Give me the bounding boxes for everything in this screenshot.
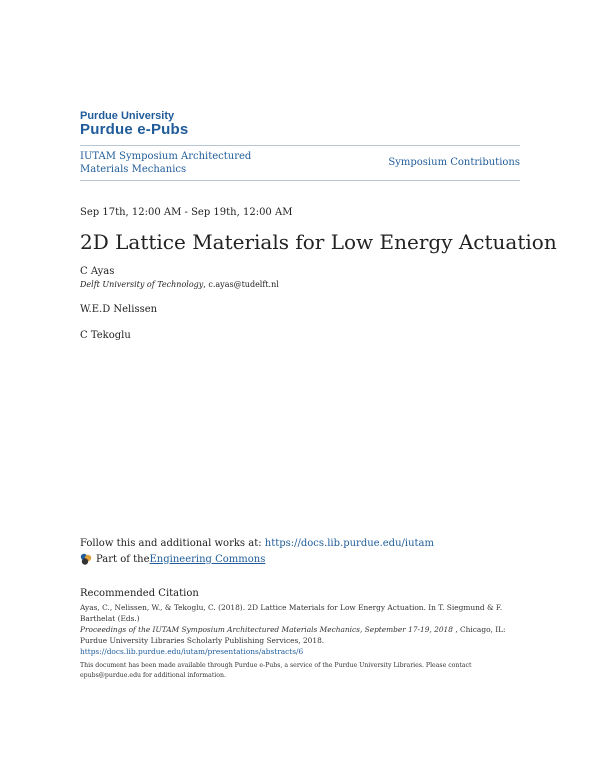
citation-rest: , Chicago, IL: Purdue University Libraries Scholarly Publishing Services, 2018.	[80, 625, 506, 645]
footer-notice: This document has been made available through Purdue e-Pubs, a service of the Purdue University Libraries. Please contact epubs@purdue.edu for additional information.	[80, 662, 472, 679]
affiliation-separator: ,	[203, 280, 209, 289]
author-email[interactable]: c.ayas@tudelft.nl	[208, 280, 279, 289]
follow-line	[80, 538, 434, 549]
divider-top	[80, 145, 520, 146]
divider-bottom	[80, 180, 520, 181]
citation-text	[80, 602, 520, 657]
category-link[interactable]: Symposium Contributions	[388, 157, 520, 168]
part-of-line	[80, 553, 265, 565]
engineering-commons-link[interactable]: Engineering Commons	[149, 553, 266, 565]
follow-text: Follow this and additional works at:	[80, 538, 265, 549]
collection-link[interactable]: IUTAM Symposium Architectured Materials Mechanics	[80, 151, 252, 175]
author-name: W.E.D Nelissen	[80, 304, 158, 315]
author-affiliation	[80, 280, 279, 289]
site-name[interactable]: Purdue e-Pubs	[80, 121, 189, 138]
citation-url-link[interactable]: https://docs.lib.purdue.edu/iutam/presentations/abstracts/6	[80, 647, 304, 656]
citation-line1: Ayas, C., Nelissen, W., & Tekoglu, C. (2018). 2D Lattice Materials for Low Energy Actuation. In T. Siegmund & F. Barthelat (Eds.)	[80, 603, 503, 623]
citation-proceedings: Proceedings of the IUTAM Symposium Architectured Materials Mechanics, September 17-19, 2018	[80, 625, 453, 634]
event-date: Sep 17th, 12:00 AM - Sep 19th, 12:00 AM	[80, 207, 293, 218]
author-name: C Ayas	[80, 266, 115, 277]
collection-url-link[interactable]: https://docs.lib.purdue.edu/iutam	[264, 538, 434, 549]
author-name: C Tekoglu	[80, 330, 131, 341]
affiliation-name: Delft University of Technology	[80, 280, 204, 289]
recommended-citation-heading: Recommended Citation	[80, 588, 199, 599]
paper-title: 2D Lattice Materials for Low Energy Actuation	[80, 230, 557, 254]
part-of-prefix: Part of the	[96, 553, 150, 565]
creative-commons-icon	[80, 553, 92, 565]
university-name: Purdue University	[80, 110, 175, 122]
